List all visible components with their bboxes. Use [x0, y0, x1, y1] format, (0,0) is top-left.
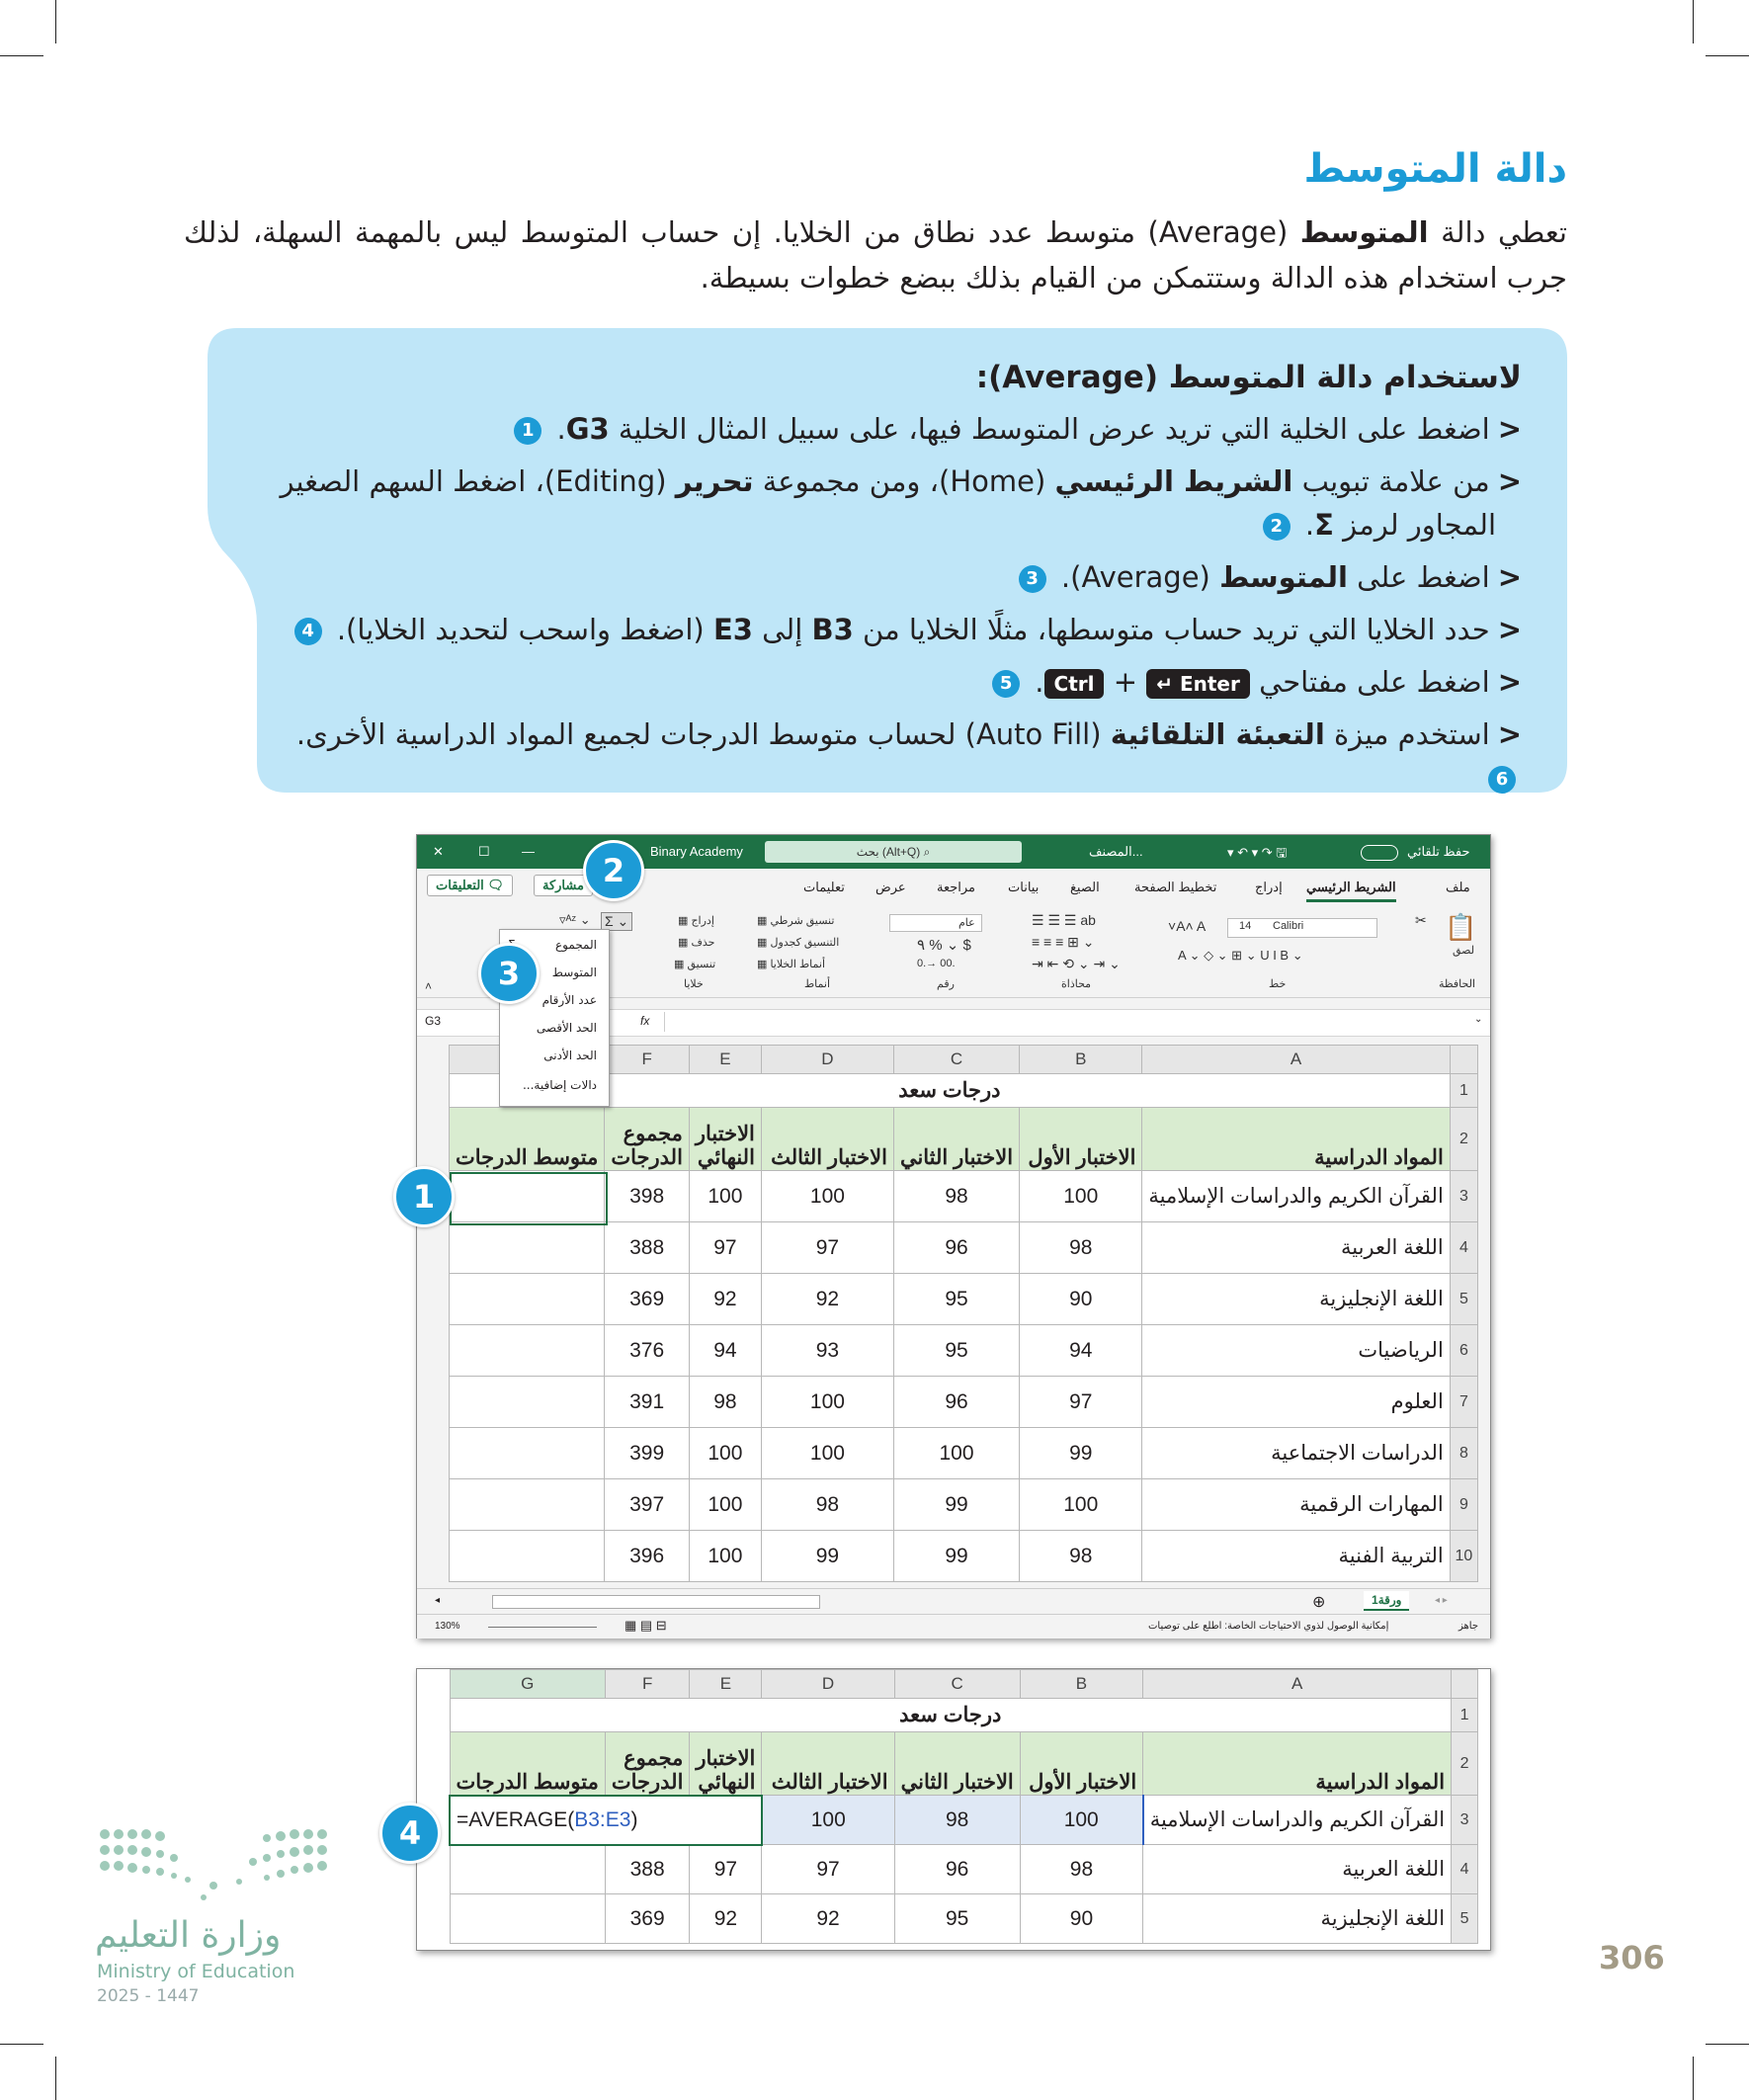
- row-header[interactable]: 2: [1452, 1732, 1478, 1796]
- cell-e8[interactable]: 100: [689, 1428, 761, 1479]
- delete-cells-label: حذف: [691, 937, 715, 949]
- tab-home[interactable]: الشريط الرئيسي: [1306, 880, 1396, 902]
- cell-styles-button[interactable]: أنماط الخلايا ▦: [757, 959, 825, 970]
- cell-b3[interactable]: 100: [1020, 1171, 1142, 1222]
- table-row: [450, 1845, 1478, 1894]
- excel-window-formula: [416, 1668, 1491, 1951]
- row-header[interactable]: 1: [1452, 1699, 1478, 1732]
- row-header[interactable]: 6: [1450, 1325, 1477, 1377]
- number-format: عام: [958, 917, 975, 929]
- table-row: [450, 1796, 1478, 1845]
- data-rows: [450, 1171, 1478, 1582]
- header-cell-b[interactable]: الاختبار الأول: [1020, 1108, 1142, 1171]
- callout-2: 2: [583, 840, 644, 901]
- paste-icon[interactable]: 📋: [1445, 912, 1477, 942]
- ready-status: جاهز: [1458, 1621, 1479, 1632]
- header-cell-d[interactable]: الاختبار الثالث: [761, 1108, 893, 1171]
- header-cell-a[interactable]: المواد الدراسية: [1143, 1732, 1452, 1796]
- cell-d4[interactable]: 97: [761, 1222, 893, 1274]
- select-all-corner[interactable]: [1452, 1670, 1478, 1699]
- ministry-name-english: Ministry of Education: [97, 1961, 295, 1982]
- step-3-text-c: (Average).: [1060, 560, 1220, 594]
- dropdown-average[interactable]: المتوسط: [551, 966, 597, 979]
- cell-f4[interactable]: 388: [605, 1845, 690, 1894]
- cell-c3[interactable]: 98: [893, 1171, 1019, 1222]
- step-6-text-a: استخدم ميزة: [1324, 717, 1490, 751]
- align-icons-top[interactable]: ab ☰ ☰ ☰: [1032, 912, 1096, 928]
- step-2-text-d: (Editing)، اضغط السهم الصغير: [280, 464, 676, 498]
- cell-d3[interactable]: 100: [762, 1796, 894, 1845]
- crop-mark: [55, 0, 56, 43]
- sheet-nav-icon[interactable]: ◂ ▸: [1435, 1595, 1448, 1606]
- header-cell-g[interactable]: متوسط الدرجات: [450, 1108, 605, 1171]
- cell-d10[interactable]: 99: [761, 1531, 893, 1582]
- column-header-e[interactable]: E: [690, 1670, 762, 1699]
- row-header[interactable]: 9: [1450, 1479, 1477, 1531]
- excel-title-bar: [417, 835, 1490, 869]
- cell-f4[interactable]: 388: [605, 1222, 690, 1274]
- zoom-level[interactable]: 130%: [435, 1621, 460, 1632]
- plus-sign: +: [1113, 665, 1138, 699]
- step-4-badge: 4: [294, 618, 322, 645]
- format-as-table-label: التنسيق كجدول: [770, 937, 840, 949]
- cell-g8[interactable]: [450, 1428, 605, 1479]
- dropdown-min[interactable]: الحد الأدنى: [543, 1049, 597, 1062]
- cell-d5[interactable]: 92: [762, 1894, 894, 1944]
- comments-button[interactable]: التعليقات 🗨: [427, 875, 513, 896]
- step-2-text-c: (Home)، ومن مجموعة: [753, 464, 1055, 498]
- font-name: Calibri: [1273, 920, 1304, 932]
- cell-e5[interactable]: 92: [690, 1894, 762, 1944]
- row-header[interactable]: 3: [1452, 1796, 1478, 1845]
- table-row: [450, 1274, 1478, 1325]
- sheet-title-cell[interactable]: درجات سعد: [450, 1699, 1452, 1732]
- format-as-table-button[interactable]: التنسيق كجدول ▦: [757, 937, 840, 949]
- row-header[interactable]: 5: [1452, 1894, 1478, 1944]
- crop-mark: [55, 2057, 56, 2100]
- cell-c3[interactable]: 98: [894, 1796, 1020, 1845]
- step-6-autofill: التعبئة التلقائية: [1110, 717, 1325, 751]
- cell-f8[interactable]: 399: [605, 1428, 690, 1479]
- step-4-text-c: إلى: [752, 613, 812, 646]
- step-2-text-a: من علامة تبويب: [1292, 464, 1490, 498]
- cell-g6[interactable]: [450, 1325, 605, 1377]
- header-cell-b[interactable]: الاختبار الأول: [1020, 1732, 1142, 1796]
- callout-1: 1: [393, 1166, 455, 1227]
- row-header[interactable]: 7: [1450, 1377, 1477, 1428]
- search-placeholder: بحث (Alt+Q): [856, 845, 921, 859]
- step-3: <اضغط على المتوسط (Average). 3: [277, 555, 1522, 599]
- tab-data[interactable]: بيانات: [1008, 880, 1040, 894]
- autosave-toggle[interactable]: [1361, 845, 1398, 861]
- cell-b3[interactable]: 100: [1020, 1796, 1142, 1845]
- worksheet-grid: [449, 1045, 1478, 1582]
- expand-formula-icon[interactable]: ⌄: [1474, 1014, 1483, 1025]
- cell-f6[interactable]: 376: [605, 1325, 690, 1377]
- step-2-editing: تحرير: [675, 464, 754, 498]
- close-icon[interactable]: ✕: [433, 844, 444, 859]
- cell-b9[interactable]: 100: [1020, 1479, 1142, 1531]
- cell-g5[interactable]: [450, 1894, 605, 1944]
- header-cell-f[interactable]: مجموع الدرجات: [605, 1732, 690, 1796]
- callout-3: 3: [478, 943, 540, 1004]
- font-size: 14: [1239, 920, 1252, 932]
- step-4-cell-from: B3: [811, 613, 854, 646]
- sigma-icon: Σ: [1314, 508, 1334, 542]
- table-row: [450, 1428, 1478, 1479]
- cell-e6[interactable]: 94: [689, 1325, 761, 1377]
- search-box[interactable]: بحث (Alt+Q) ⌕: [765, 841, 1022, 863]
- format-cells-label: تنسيق: [687, 959, 716, 970]
- ministry-name-arabic: وزارة التعليم: [95, 1915, 282, 1956]
- cell-d4[interactable]: 97: [762, 1845, 894, 1894]
- instructions-box: [208, 328, 1567, 793]
- step-5: <اضغط على مفتاحي Enter ↵ + Ctrl. 5: [277, 660, 1522, 704]
- step-4: <حدد الخلايا التي تريد حساب متوسطها، مثلًا الخلايا من B3 إلى E3 (اضغط واسحب لتحديد الخلايا). 4: [277, 608, 1522, 651]
- tab-review[interactable]: مراجعة: [937, 880, 976, 894]
- column-header-c[interactable]: C: [894, 1670, 1020, 1699]
- table-row: [450, 1531, 1478, 1582]
- sheet-tab[interactable]: ورقة1: [1364, 1591, 1409, 1611]
- step-3-average: المتوسط: [1219, 560, 1348, 594]
- page-number: 306: [1599, 1939, 1665, 1976]
- cell-styles-label: أنماط الخلايا: [770, 959, 825, 970]
- sheet-tab-bar: [417, 1588, 1490, 1615]
- row-header[interactable]: 5: [1450, 1274, 1477, 1325]
- cell-g4[interactable]: [450, 1845, 605, 1894]
- callout-4: 4: [379, 1803, 441, 1864]
- instructions-title: لاستخدام دالة المتوسط (Average):: [975, 360, 1522, 395]
- step-3-badge: 3: [1019, 565, 1046, 593]
- cell-f5[interactable]: 369: [605, 1894, 690, 1944]
- column-header-a[interactable]: A: [1143, 1670, 1452, 1699]
- row-header[interactable]: 2: [1450, 1108, 1477, 1171]
- select-all-corner[interactable]: [1450, 1046, 1477, 1074]
- sheet-title-cell[interactable]: درجات سعد: [450, 1074, 1451, 1108]
- status-bar: [417, 1614, 1490, 1638]
- header-cell-f[interactable]: مجموع الدرجات: [605, 1108, 690, 1171]
- autosave-label: حفظ تلقائي: [1407, 844, 1470, 859]
- selected-cell-g3: [450, 1172, 608, 1225]
- tab-help[interactable]: تعليمات: [803, 880, 845, 894]
- cell-c9[interactable]: 99: [893, 1479, 1019, 1531]
- tab-insert[interactable]: إدراج: [1255, 880, 1283, 894]
- crop-mark: [1706, 2044, 1749, 2045]
- header-cell-c[interactable]: الاختبار الثاني: [893, 1108, 1019, 1171]
- dropdown-sum-label: المجموع: [555, 938, 597, 952]
- header-cell-a[interactable]: المواد الدراسية: [1142, 1108, 1450, 1171]
- row-header[interactable]: 4: [1450, 1222, 1477, 1274]
- cell-b5[interactable]: 90: [1020, 1894, 1142, 1944]
- crop-mark: [0, 55, 43, 56]
- cell-f5[interactable]: 369: [605, 1274, 690, 1325]
- row-header[interactable]: 8: [1450, 1428, 1477, 1479]
- table-header-row: [450, 1108, 1478, 1171]
- formula-cell-g3[interactable]: [450, 1796, 762, 1845]
- cell-e9[interactable]: 100: [689, 1479, 761, 1531]
- conditional-format-label: تنسيق شرطي: [770, 915, 835, 927]
- delete-cells-button[interactable]: حذف ▦: [678, 937, 715, 949]
- scroll-left-icon[interactable]: ◂: [435, 1595, 441, 1606]
- insert-cells-button[interactable]: إدراج ▦: [678, 915, 714, 927]
- ministry-year: 2025 - 1447: [97, 1986, 200, 2006]
- number-group: رقم: [937, 978, 955, 990]
- decimal-icons[interactable]: .00 →.0: [917, 958, 956, 969]
- cell-a3[interactable]: القرآن الكريم والدراسات الإسلامية: [1143, 1796, 1452, 1845]
- align-icons-mid[interactable]: ⌄ ⊞ ≡ ≡ ≡: [1032, 934, 1095, 950]
- add-sheet-icon[interactable]: ⊕: [1312, 1594, 1326, 1611]
- view-icons[interactable]: ▦ ▤ ⊟: [625, 1618, 667, 1633]
- cell-a3[interactable]: القرآن الكريم والدراسات الإسلامية: [1142, 1171, 1450, 1222]
- step-2: <من علامة تبويب الشريط الرئيسي (Home)، ومن مجموعة تحرير (Editing)، اضغط السهم الصغير المجاور لرمز Σ. 2: [280, 464, 1522, 542]
- zoom-slider[interactable]: [488, 1627, 597, 1628]
- align-icons-bottom[interactable]: ⌄ ⇥ ⌄ ⟲ ⇤ ⇥: [1032, 956, 1121, 971]
- format-cells-button[interactable]: تنسيق ▦: [674, 959, 716, 970]
- font-grow-shrink-icon[interactable]: A˄ A˅: [1168, 918, 1207, 934]
- table-row: [450, 1894, 1478, 1944]
- maximize-icon[interactable]: ☐: [478, 844, 490, 859]
- table-header-row: [450, 1732, 1478, 1796]
- cell-c8[interactable]: 100: [893, 1428, 1019, 1479]
- cell-c4[interactable]: 96: [893, 1222, 1019, 1274]
- column-header-e[interactable]: E: [689, 1046, 761, 1074]
- cell-e4[interactable]: 97: [690, 1845, 762, 1894]
- column-header-c[interactable]: C: [893, 1046, 1019, 1074]
- intro-paragraph: [184, 210, 1567, 300]
- book-name: المصنف...: [1089, 844, 1143, 859]
- cell-a5[interactable]: اللغة الإنجليزية: [1142, 1274, 1450, 1325]
- cell-a4[interactable]: اللغة العربية: [1142, 1222, 1450, 1274]
- ctrl-key: Ctrl: [1044, 669, 1105, 699]
- cell-d6[interactable]: 93: [761, 1325, 893, 1377]
- step-6: <استخدم ميزة التعبئة التلقائية (Auto Fill) لحساب متوسط الدرجات لجميع المواد الدراسية الأخرى. 6: [277, 713, 1522, 799]
- column-header-d[interactable]: D: [761, 1046, 893, 1074]
- column-header-b[interactable]: B: [1020, 1046, 1142, 1074]
- cell-g9[interactable]: [450, 1479, 605, 1531]
- step-4-cell-to: E3: [712, 613, 753, 646]
- row-header[interactable]: 4: [1452, 1845, 1478, 1894]
- dropdown-more-functions[interactable]: دالات إضافية...: [522, 1078, 597, 1092]
- table-row: [450, 1222, 1478, 1274]
- cell-b4[interactable]: 98: [1020, 1222, 1142, 1274]
- column-header-d[interactable]: D: [762, 1670, 894, 1699]
- cell-a7[interactable]: العلوم: [1142, 1377, 1450, 1428]
- step-5-text-a: اضغط على مفتاحي: [1249, 665, 1490, 699]
- account-name: Binary Academy: [650, 844, 743, 859]
- instructions-content: [277, 360, 1522, 808]
- cell-b7[interactable]: 97: [1020, 1377, 1142, 1428]
- cell-b10[interactable]: 98: [1020, 1531, 1142, 1582]
- tab-view[interactable]: عرض: [875, 880, 906, 894]
- crop-mark: [1693, 0, 1694, 43]
- row-header[interactable]: 3: [1450, 1171, 1477, 1222]
- column-header-g[interactable]: G: [450, 1670, 605, 1699]
- cell-d5[interactable]: 92: [761, 1274, 893, 1325]
- cell-d8[interactable]: 100: [761, 1428, 893, 1479]
- table-row: [450, 1377, 1478, 1428]
- cell-a4[interactable]: اللغة العربية: [1143, 1845, 1452, 1894]
- step-3-text-a: اضغط على: [1347, 560, 1490, 594]
- dropdown-count[interactable]: عدد الأرقام: [541, 993, 597, 1007]
- step-1-cell: G3: [565, 412, 610, 446]
- row-header[interactable]: 10: [1450, 1531, 1477, 1582]
- cell-g5[interactable]: [450, 1274, 605, 1325]
- header-cell-c[interactable]: الاختبار الثاني: [894, 1732, 1020, 1796]
- intro-text-1: تعطي دالة: [1428, 215, 1567, 249]
- font-group: خط: [1269, 978, 1287, 990]
- ministry-logo-icon: [95, 1822, 332, 1911]
- header-cell-g[interactable]: متوسط الدرجات: [450, 1732, 605, 1796]
- table-row: [450, 1699, 1478, 1732]
- cell-b8[interactable]: 99: [1020, 1428, 1142, 1479]
- step-1: <اضغط على الخلية التي تريد عرض المتوسط فيها، على سبيل المثال الخلية G3. 1: [277, 407, 1522, 451]
- cell-b6[interactable]: 94: [1020, 1325, 1142, 1377]
- share-label: مشاركة: [542, 878, 584, 892]
- step-2-badge: 2: [1263, 513, 1291, 541]
- step-4-text-d: (اضغط واسحب لتحديد الخلايا).: [336, 613, 713, 646]
- comments-label: التعليقات: [436, 878, 484, 892]
- cell-a8[interactable]: الدراسات الاجتماعية: [1142, 1428, 1450, 1479]
- crop-mark: [1693, 2057, 1694, 2100]
- cell-c5[interactable]: 95: [893, 1274, 1019, 1325]
- crop-mark: [1706, 55, 1749, 56]
- cut-icon[interactable]: ✂: [1415, 912, 1427, 928]
- header-cell-e[interactable]: الاختبار النهائي: [690, 1732, 762, 1796]
- cell-c10[interactable]: 99: [893, 1531, 1019, 1582]
- table-row: [450, 1325, 1478, 1377]
- cell-d3[interactable]: 100: [761, 1171, 893, 1222]
- horizontal-scrollbar[interactable]: [492, 1595, 820, 1609]
- step-5-badge: 5: [992, 670, 1020, 698]
- cell-e10[interactable]: 100: [689, 1531, 761, 1582]
- cells-group: خلايا: [684, 978, 704, 990]
- cell-e7[interactable]: 98: [689, 1377, 761, 1428]
- fx-icon[interactable]: fx: [640, 1014, 650, 1028]
- header-cell-d[interactable]: الاختبار الثالث: [762, 1732, 894, 1796]
- column-header-a[interactable]: A: [1142, 1046, 1450, 1074]
- cell-a5[interactable]: اللغة الإنجليزية: [1143, 1894, 1452, 1944]
- cell-g4[interactable]: [450, 1222, 605, 1274]
- font-format-icons[interactable]: ⌄ A ⌄ ◇ ⌄ ⊞ ⌄ U I B: [1178, 948, 1303, 963]
- cell-d9[interactable]: 98: [761, 1479, 893, 1531]
- cell-f3[interactable]: 398: [605, 1171, 690, 1222]
- formula-range: B3:E3: [574, 1807, 631, 1831]
- formula-input[interactable]: [664, 1012, 1475, 1032]
- intro-bold: المتوسط: [1299, 215, 1429, 249]
- intro-text-2: (Average) متوسط عدد نطاق من الخلايا. إن حساب المتوسط ليس بالمهمة السهلة، لذلك جرب استخدام هذه الدالة وستتمكن من القيام بذلك ببضع خطوات بسيطة.: [184, 215, 1567, 294]
- step-1-text: اضغط على الخلية التي تريد عرض المتوسط فيها، على سبيل المثال الخلية: [609, 412, 1490, 446]
- column-header-f[interactable]: F: [605, 1670, 690, 1699]
- step-2-text-e: المجاور لرمز: [1333, 508, 1496, 542]
- cell-f9[interactable]: 397: [605, 1479, 690, 1531]
- paste-label: لصق: [1453, 945, 1475, 957]
- step-6-text-c: (Auto Fill) لحساب متوسط الدرجات لجميع المواد الدراسية الأخرى.: [295, 717, 1111, 751]
- step-1-badge: 1: [514, 417, 541, 445]
- cell-a9[interactable]: المهارات الرقمية: [1142, 1479, 1450, 1531]
- page-heading: دالة المتوسط: [1303, 146, 1567, 192]
- cell-c6[interactable]: 95: [893, 1325, 1019, 1377]
- column-header-b[interactable]: B: [1020, 1670, 1142, 1699]
- header-cell-e[interactable]: الاختبار النهائي: [689, 1108, 761, 1171]
- styles-group: أنماط: [804, 978, 831, 990]
- autosum-button[interactable]: ⌄ Σ: [601, 912, 632, 931]
- column-header-row: [450, 1670, 1478, 1699]
- table-row: [450, 1479, 1478, 1531]
- cell-b5[interactable]: 90: [1020, 1274, 1142, 1325]
- sort-filter-icon[interactable]: ⌄ ᴬᶻ▿: [559, 912, 591, 927]
- cell-c4[interactable]: 96: [894, 1845, 1020, 1894]
- enter-key: Enter ↵: [1146, 669, 1250, 699]
- formula-text: =AVERAGE(: [457, 1807, 575, 1831]
- step-4-text-a: حدد الخلايا التي تريد حساب متوسطها، مثلًا الخلايا من: [853, 613, 1490, 646]
- worksheet-grid-2: [449, 1669, 1478, 1944]
- cell-e5[interactable]: 92: [689, 1274, 761, 1325]
- tab-page-layout[interactable]: تخطيط الصفحة: [1134, 880, 1217, 894]
- alignment-group: محاذاة: [1061, 978, 1092, 990]
- cell-g7[interactable]: [450, 1377, 605, 1428]
- ribbon-tabs: [417, 869, 1490, 904]
- crop-mark: [0, 2044, 43, 2045]
- dropdown-max[interactable]: الحد الأقصى: [536, 1021, 597, 1035]
- formula-end: ): [630, 1807, 638, 1831]
- dropdown-sum[interactable]: [555, 938, 597, 952]
- accessibility-status[interactable]: إمكانية الوصول لذوي الاحتياجات الخاصة: اطلع على توصيات: [1148, 1621, 1389, 1632]
- quick-access-icons[interactable]: ▾ ↶ ▾ ↷ 🖫: [1227, 845, 1288, 860]
- currency-icons[interactable]: $ ⌄ % ٩: [917, 937, 971, 954]
- name-box[interactable]: G3: [425, 1014, 442, 1028]
- cell-e3[interactable]: 100: [689, 1171, 761, 1222]
- tab-formulas[interactable]: الصيغ: [1070, 880, 1100, 894]
- column-header-f[interactable]: F: [605, 1046, 690, 1074]
- tab-file[interactable]: ملف: [1446, 880, 1470, 894]
- step-6-badge: 6: [1488, 766, 1516, 794]
- minimize-icon[interactable]: —: [522, 844, 535, 859]
- cell-a6[interactable]: الرياضيات: [1142, 1325, 1450, 1377]
- cell-f10[interactable]: 396: [605, 1531, 690, 1582]
- conditional-format-button[interactable]: تنسيق شرطي ▦: [757, 915, 835, 927]
- cell-b4[interactable]: 98: [1020, 1845, 1142, 1894]
- cell-g10[interactable]: [450, 1531, 605, 1582]
- collapse-ribbon-icon[interactable]: ˄: [425, 979, 433, 993]
- clipboard-group: الحافظة: [1439, 978, 1476, 990]
- cell-d7[interactable]: 100: [761, 1377, 893, 1428]
- cell-c7[interactable]: 96: [893, 1377, 1019, 1428]
- cell-f7[interactable]: 391: [605, 1377, 690, 1428]
- step-2-home: الشريط الرئيسي: [1054, 464, 1293, 498]
- cell-a10[interactable]: التربية الفنية: [1142, 1531, 1450, 1582]
- cell-e4[interactable]: 97: [689, 1222, 761, 1274]
- row-header[interactable]: 1: [1450, 1074, 1477, 1108]
- insert-cells-label: إدراج: [691, 915, 714, 927]
- cell-c5[interactable]: 95: [894, 1894, 1020, 1944]
